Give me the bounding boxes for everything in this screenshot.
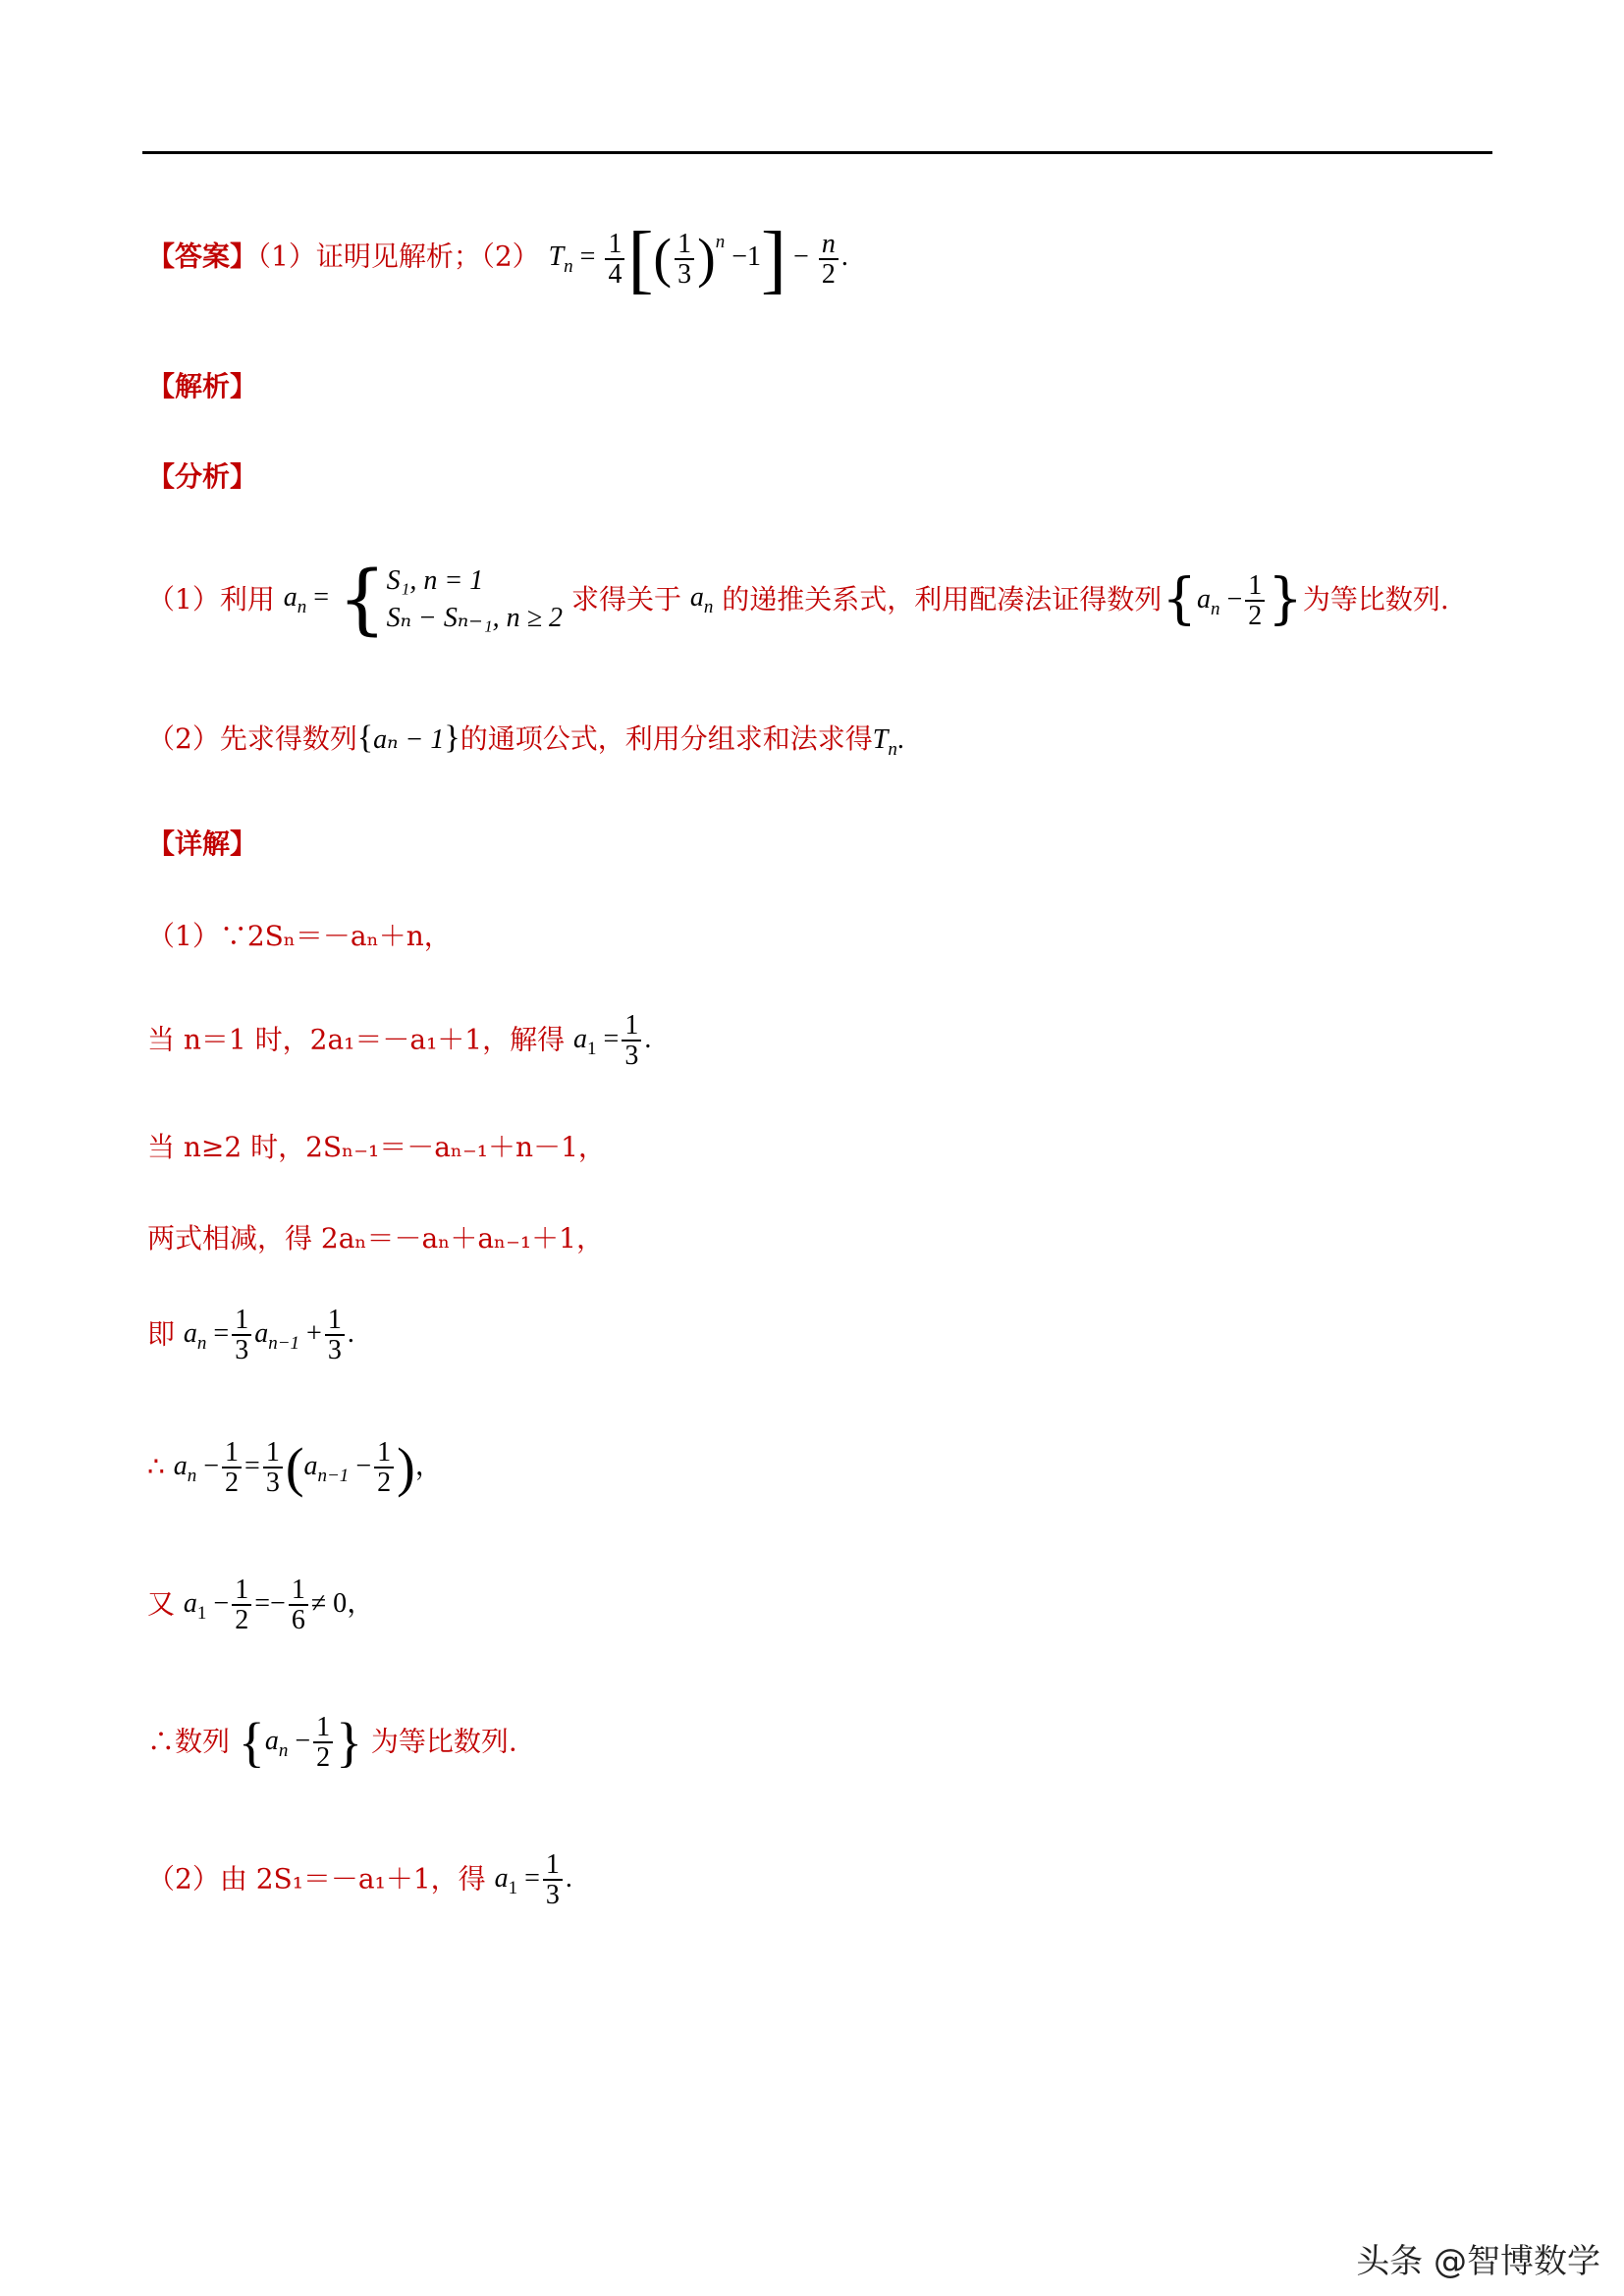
fraction-one-third: $\frac{1}{3}$: [675, 230, 694, 290]
fraction-one-quarter: $\frac{1}{4}$: [605, 230, 624, 290]
jiexi-heading: 【解析】: [147, 370, 258, 402]
answer-formula: $T_n$ = $\frac{1}{4}$ [( $\frac{1}{3}$ )$^n$ −1] − $\frac{n}{2}$ .: [548, 216, 848, 301]
step-7: 又 $a_1$ − $\frac{1}{2}$ =− $\frac{1}{6}$ ≠ 0，: [147, 1575, 375, 1636]
fenxi-part2: （2）先求得数列{aₙ − 1}的通项公式，利用分组求和法求得$T_n$.: [147, 720, 904, 760]
step-8: ∴数列 {$a_n$ − $\frac{1}{2}$ } 为等比数列.: [147, 1712, 517, 1774]
fraction-n-half: $\frac{n}{2}$: [819, 230, 839, 290]
answer-label: 【答案】: [147, 240, 258, 273]
step-4: 两式相减，得 2aₙ＝－aₙ＋aₙ₋₁＋1，: [147, 1222, 604, 1255]
fenxi-part1: （1）利用 $a_n$ = { S₁, n = 1 Sₙ − Sₙ₋₁, n ≥ 2 求得关于 $a_n$ 的递推关系式，利用配凑法证得数列{$a_n$ − $\frac{1}{2}$ }为等比数列.: [147, 556, 1449, 644]
step-5: 即 $a_n$ = $\frac{1}{3}$ $a_{n-1}$ + $\frac{1}{3}$ .: [147, 1305, 354, 1366]
step-1: （1）∵2Sₙ＝－aₙ＋n，: [147, 920, 452, 952]
answer-line: [147, 216, 848, 301]
piecewise-cases: S₁, n = 1 Sₙ − Sₙ₋₁, n ≥ 2: [386, 565, 564, 633]
step-6: ∴ $a_n$ − $\frac{1}{2}$ = $\frac{1}{3}$ ($a_{n-1}$ − $\frac{1}{2}$ )，: [147, 1437, 443, 1499]
xiangjie-heading: 【详解】: [147, 828, 258, 860]
step-9: （2）由 2S₁＝－a₁＋1，得 $a_1$ = $\frac{1}{3}$ .: [147, 1849, 572, 1911]
sequence-an-minus-half: $a_n$ − $\frac{1}{2}$: [1197, 584, 1268, 614]
step-2: 当 n＝1 时，2a₁＝－a₁＋1，解得 $a_1$ = $\frac{1}{3}$ .: [147, 1010, 652, 1072]
fenxi-heading: 【分析】: [147, 460, 258, 493]
header-rule: [142, 151, 1492, 154]
answer-text: （1）证明见解析；（2）: [257, 240, 540, 273]
step-3: 当 n≥2 时，2Sₙ₋₁＝－aₙ₋₁＋n－1，: [147, 1131, 606, 1163]
piecewise-brace: {: [337, 556, 387, 644]
watermark-text: 头条 @智博数学: [1356, 2242, 1600, 2281]
